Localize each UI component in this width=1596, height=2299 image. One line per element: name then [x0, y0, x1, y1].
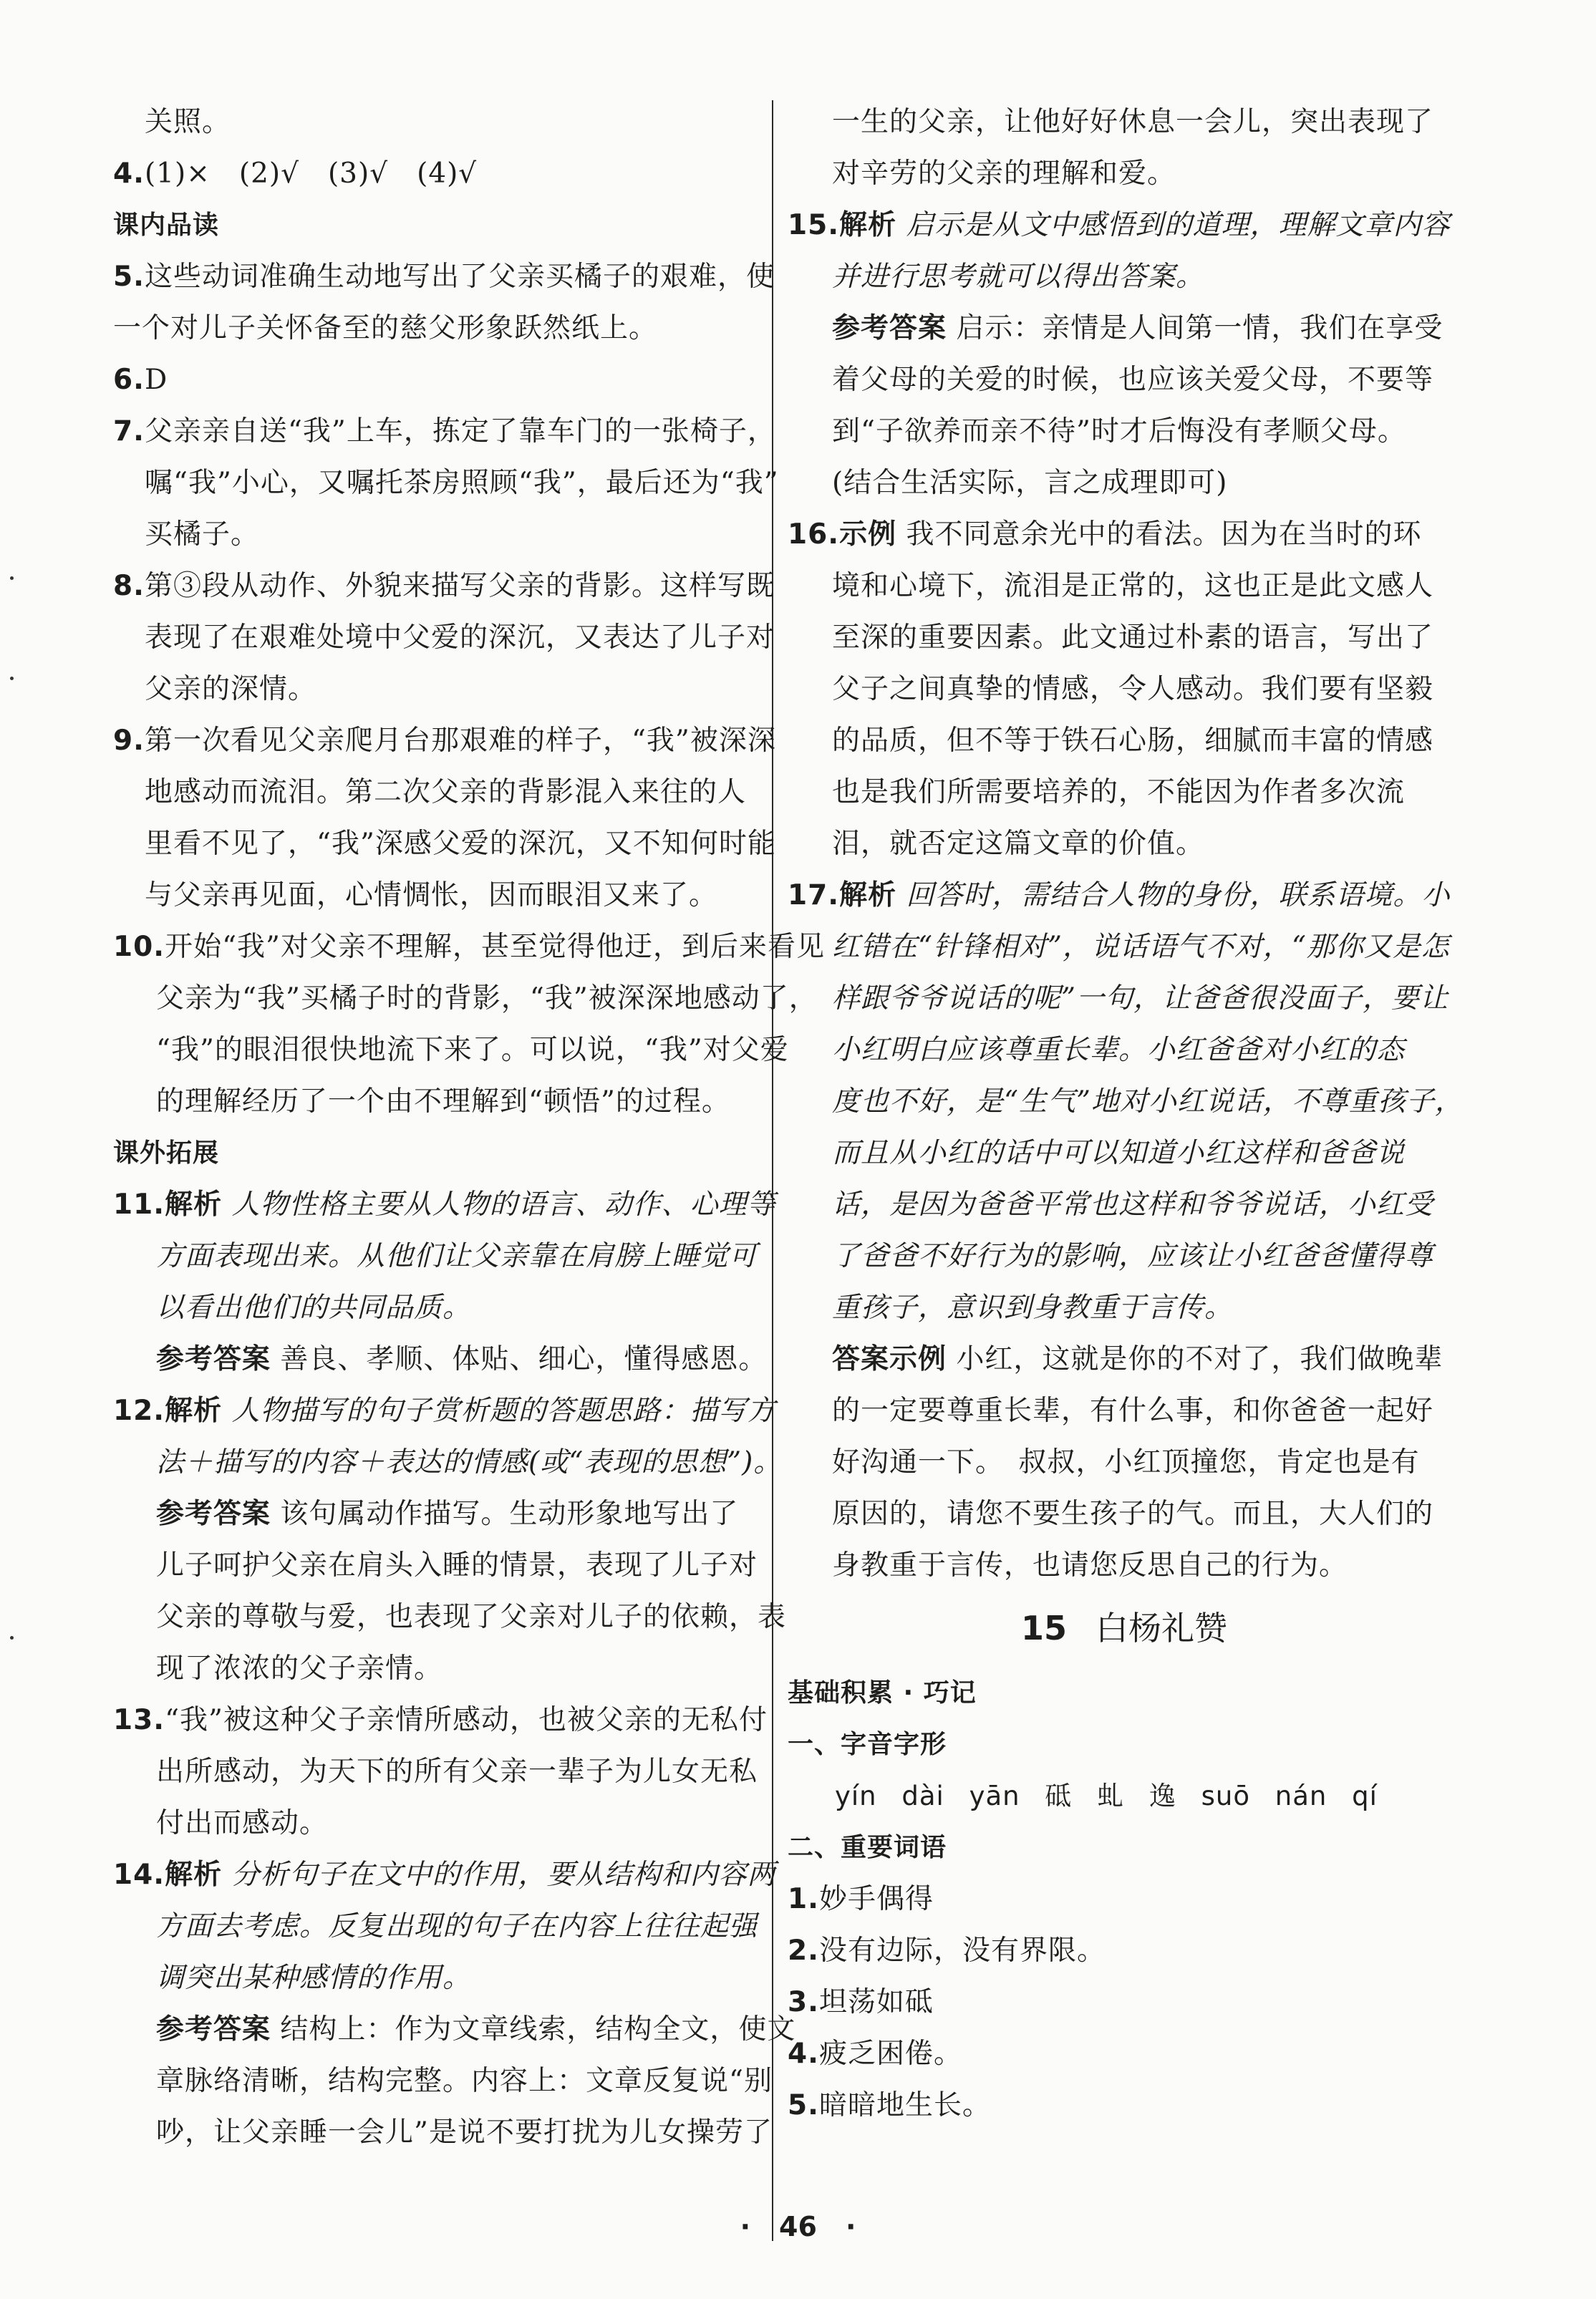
section-heading: 一、字音字形 [788, 1730, 947, 1759]
text-line: 章脉络清晰，结构完整。内容上：文章反复说“别 [156, 2065, 773, 2097]
answer-5: 5.这些动词准确生动地写出了父亲买橘子的艰难，使 [113, 261, 775, 293]
text-line: 调突出某种感情的作用。 [156, 1962, 472, 1994]
text-line: 并进行思考就可以得出答案。 [832, 261, 1205, 293]
reference-answer: 参考答案 结构上：作为文章线索，结构全文，使文 [156, 2013, 796, 2046]
answer-example: 答案示例 小红，这就是你的不对了，我们做晚辈 [832, 1343, 1443, 1375]
text-line: 现了浓浓的父子亲情。 [156, 1652, 443, 1685]
text-line: 地感动而流泪。第二次父亲的背影混入来往的人 [145, 776, 747, 808]
scan-mark [10, 1636, 14, 1640]
text-line: 以看出他们的共同品质。 [156, 1292, 472, 1324]
answer-16: 16.示例 我不同意余光中的看法。因为在当时的环 [788, 518, 1422, 551]
text-line: 了爸爸不好行为的影响，应该让小红爸爸懂得尊 [832, 1240, 1434, 1272]
text-line: 身教重于言传，也请您反思自己的行为。 [832, 1549, 1348, 1582]
text-line: 红错在“针锋相对”，说话语气不对，“那你又是怎 [832, 931, 1450, 963]
answer-15: 15.解析 启示是从文中感悟到的道理，理解文章内容 [788, 209, 1451, 241]
right-column [788, 97, 1464, 2131]
answer-9: 9.第一次看见父亲爬月台那艰难的样子，“我”被深深 [113, 725, 776, 757]
text-line: 法＋描写的内容＋表达的情感(或“表现的思想”)。 [156, 1446, 783, 1478]
answer-11: 11.解析 人物性格主要从人物的语言、动作、心理等 [113, 1189, 776, 1221]
reference-answer: 参考答案 该句属动作描写。生动形象地写出了 [156, 1498, 739, 1530]
answer-13: 13.“我”被这种父子亲情所感动，也被父亲的无私付 [113, 1704, 768, 1736]
text-line: 到“子欲养而亲不待”时才后悔没有孝顺父母。 [832, 415, 1406, 447]
answer-10: 10.开始“我”对父亲不理解，甚至觉得他迂，到后来看见 [113, 931, 825, 963]
text-line: 对辛劳的父亲的理解和爱。 [832, 158, 1176, 190]
scan-mark [10, 677, 14, 680]
word-item: 5.暗暗地生长。 [788, 2089, 991, 2121]
answer-6: 6.D [113, 364, 168, 396]
text-line: 父亲的深情。 [145, 673, 317, 705]
text-line: 至深的重要因素。此文通过朴素的语言，写出了 [832, 621, 1434, 654]
answer-7: 7.父亲亲自送“我”上车，拣定了靠车门的一张椅子， [113, 415, 776, 447]
left-column [113, 97, 825, 2159]
scan-mark [10, 576, 14, 580]
text-line: 话，是因为爸爸平常也这样和爷爷说话，小红受 [832, 1189, 1434, 1221]
reference-answer: 参考答案 善良、孝顺、体贴、细心，懂得感恩。 [156, 1343, 768, 1375]
word-item: 2.没有边际，没有界限。 [788, 1935, 1106, 1967]
text-line: (结合生活实际，言之成理即可) [832, 467, 1228, 499]
text-line: 嘱“我”小心，又嘱托茶房照顾“我”，最后还为“我” [145, 467, 779, 499]
text-line: 着父母的关爱的时候，也应该关爱父母，不要等 [832, 364, 1434, 396]
text-line: 关照。 [145, 106, 231, 138]
text-line: 方面去考虑。反复出现的句子在内容上往往起强 [156, 1910, 758, 1942]
text-line: 父亲为“我”买橘子时的背影，“我”被深深地感动了， [156, 982, 818, 1015]
text-line: 父子之间真挚的情感，令人感动。我们要有坚毅 [832, 673, 1434, 705]
lesson-title: 15 白杨礼赞 [1020, 1609, 1227, 1647]
text-line: 出所感动，为天下的所有父亲一辈子为儿女无私 [156, 1756, 758, 1788]
answer-17: 17.解析 回答时，需结合人物的身份，联系语境。小 [788, 879, 1451, 911]
text-line: 境和心境下，流泪是正常的，这也正是此文感人 [832, 570, 1434, 602]
answer-12: 12.解析 人物描写的句子赏析题的答题思路：描写方 [113, 1395, 776, 1427]
text-line: 的一定要尊重长辈，有什么事，和你爸爸一起好 [832, 1395, 1434, 1427]
text-line: 的理解经历了一个由不理解到“顿悟”的过程。 [156, 1085, 730, 1118]
text-line: 吵，让父亲睡一会儿”是说不要打扰为儿女操劳了 [156, 2116, 773, 2149]
subsection-heading: 基础积累 · 巧记 [788, 1678, 977, 1708]
section-heading: 二、重要词语 [788, 1833, 947, 1862]
word-item: 4.疲乏困倦。 [788, 2038, 962, 2070]
answer-14: 14.解析 分析句子在文中的作用，要从结构和内容两 [113, 1859, 776, 1891]
word-item: 3.坦荡如砥 [788, 1986, 934, 2018]
word-item: 1.妙手偶得 [788, 1883, 934, 1915]
text-line: 泪，就否定这篇文章的价值。 [832, 828, 1205, 860]
text-line: 也是我们所需要培养的，不能因为作者多次流 [832, 776, 1406, 808]
text-line: 买橘子。 [145, 518, 260, 551]
text-line: 好沟通一下。 叔叔，小红顶撞您，肯定也是有 [832, 1446, 1420, 1478]
text-line: 重孩子，意识到身教重于言传。 [832, 1292, 1234, 1324]
section-heading: 课外拓展 [113, 1138, 220, 1168]
text-line: 原因的，请您不要生孩子的气。而且，大人们的 [832, 1498, 1434, 1530]
section-heading: 课内品读 [113, 210, 220, 240]
answer-8: 8.第③段从动作、外貌来描写父亲的背影。这样写既 [113, 570, 775, 602]
text-line: 度也不好，是“生气”地对小红说话，不尊重孩子， [832, 1085, 1464, 1118]
text-line: 付出而感动。 [156, 1807, 329, 1839]
text-line: 小红明白应该尊重长辈。小红爸爸对小红的态 [832, 1034, 1406, 1066]
answer-4: 4.(1)× (2)√ (3)√ (4)√ [113, 158, 478, 190]
text-line: 方面表现出来。从他们让父亲靠在肩膀上睡觉可 [156, 1240, 758, 1272]
text-line: 表现了在艰难处境中父爱的深沉，又表达了儿子对 [145, 621, 775, 654]
text-line: “我”的眼泪很快地流下来了。可以说，“我”对父爱 [156, 1034, 789, 1066]
text-line: 一生的父亲，让他好好休息一会儿，突出表现了 [832, 106, 1434, 138]
pinyin-line: yín dài yān 砥 虬 逸 suō nán qí [835, 1781, 1378, 1811]
text-line: 的品质，但不等于铁石心肠，细腻而丰富的情感 [832, 725, 1434, 757]
text-line: 儿子呵护父亲在肩头入睡的情景，表现了儿子对 [156, 1549, 758, 1582]
page-number: · 46 · [740, 2211, 856, 2242]
reference-answer: 参考答案 启示：亲情是人间第一情，我们在享受 [832, 312, 1443, 344]
text-line: 父亲的尊敬与爱，也表现了父亲对儿子的依赖，表 [156, 1601, 787, 1633]
text-line: 里看不见了，“我”深感父爱的深沉，又不知何时能 [145, 828, 776, 860]
text-line: 而且从小红的话中可以知道小红这样和爸爸说 [832, 1137, 1406, 1169]
text-line: 样跟爷爷说话的呢”一句，让爸爸很没面子，要让 [832, 982, 1449, 1015]
text-line: 一个对儿子关怀备至的慈父形象跃然纸上。 [113, 312, 658, 344]
text-line: 与父亲再见面，心情惆怅，因而眼泪又来了。 [145, 879, 718, 911]
